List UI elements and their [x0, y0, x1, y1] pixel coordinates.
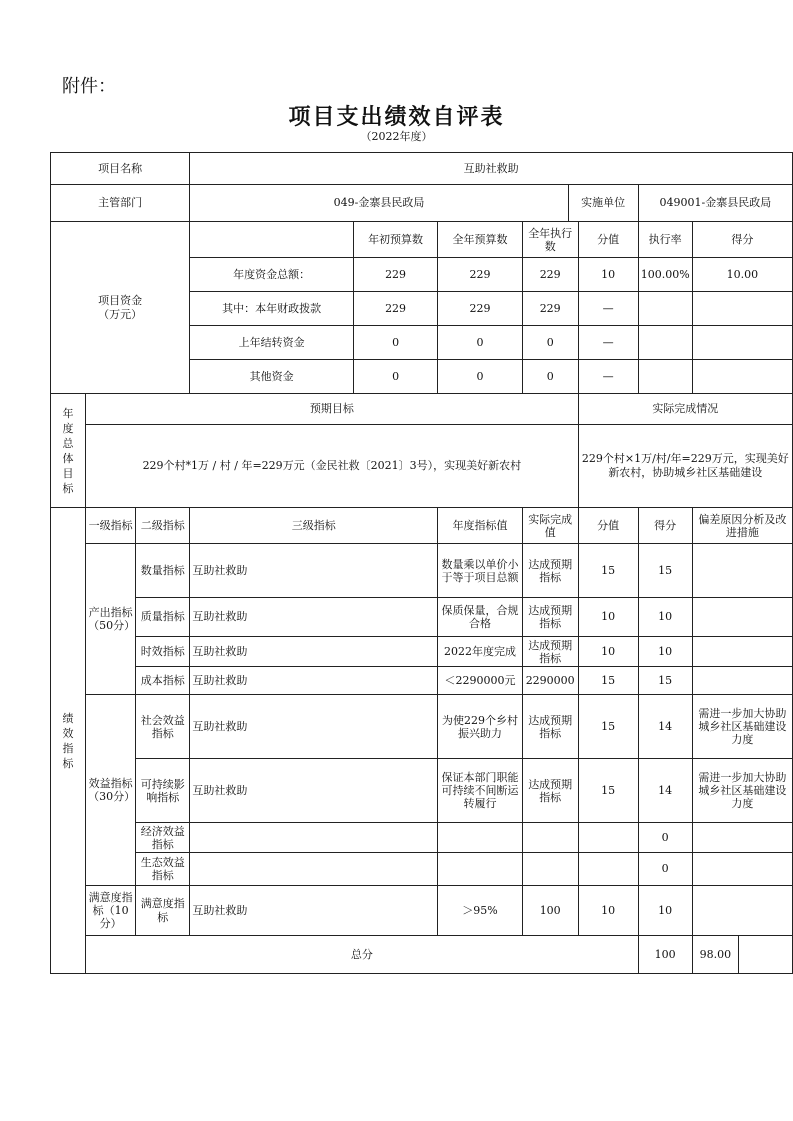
funds-full: 0 [438, 360, 523, 394]
funds-exec: 0 [522, 326, 578, 360]
perf-level3: 互助社救助 [190, 886, 438, 936]
perf-level3: 互助社救助 [190, 598, 438, 637]
perf-row [51, 667, 793, 695]
expected-goal-header: 预期目标 [86, 394, 579, 425]
perf-level2: 时效指标 [136, 637, 190, 667]
perf-level2: 可持续影响指标 [136, 759, 190, 823]
perf-got: 14 [638, 759, 692, 823]
funds-label-line1: 项目资金 [98, 293, 143, 307]
perf-actual: 达成预期指标 [522, 759, 578, 823]
col-got: 得分 [692, 222, 792, 258]
col-full-budget: 全年预算数 [438, 222, 523, 258]
perf-actual: 达成预期指标 [522, 637, 578, 667]
funds-row-label: 上年结转资金 [190, 326, 354, 360]
col-score: 分值 [578, 222, 638, 258]
perf-got: 14 [638, 695, 692, 759]
perf-level3: 互助社救助 [190, 667, 438, 695]
total-reason [739, 936, 793, 974]
perf-level3: 互助社救助 [190, 695, 438, 759]
perf-target: 2022年度完成 [438, 637, 523, 667]
funds-score: — [578, 326, 638, 360]
perf-reason [692, 823, 792, 853]
perf-row [51, 695, 793, 759]
perf-reason [692, 637, 792, 667]
funds-exec: 229 [522, 258, 578, 292]
funds-got: 10.00 [692, 258, 792, 292]
year-label: （2022年度） [360, 130, 433, 143]
perf-actual: 2290000 [522, 667, 578, 695]
annual-goal-label-text: 年 度 总 体 目 标 [62, 406, 74, 495]
perf-h-level2: 二级指标 [136, 508, 190, 544]
annual-goal-header-row [51, 394, 793, 425]
perf-label [51, 508, 86, 974]
perf-actual [522, 823, 578, 853]
perf-target: 数量乘以单价小于等于项目总额 [438, 544, 523, 598]
perf-target [438, 823, 523, 853]
perf-row [51, 886, 793, 936]
funds-rate [638, 360, 692, 394]
dept-label: 主管部门 [51, 185, 190, 222]
perf-row [51, 598, 793, 637]
department-row [51, 185, 793, 222]
perf-actual: 达成预期指标 [522, 544, 578, 598]
funds-exec: 229 [522, 292, 578, 326]
perf-h-reason: 偏差原因分析及改进措施 [692, 508, 792, 544]
funds-score: 10 [578, 258, 638, 292]
perf-level3: 互助社救助 [190, 759, 438, 823]
perf-actual: 100 [522, 886, 578, 936]
perf-h-got: 得分 [638, 508, 692, 544]
satisfaction-indicator-label: 满意度指标（10分） [86, 886, 136, 936]
perf-level2: 数量指标 [136, 544, 190, 598]
col-exec-rate: 执行率 [638, 222, 692, 258]
effect-indicator-label: 效益指标（30分） [86, 695, 136, 886]
funds-full: 0 [438, 326, 523, 360]
funds-label-line2: （万元） [98, 307, 143, 321]
perf-score [578, 823, 638, 853]
funds-got [692, 326, 792, 360]
attachment-label: 附件： [62, 76, 116, 97]
perf-target [438, 853, 523, 886]
annual-goal-label [51, 394, 86, 508]
total-label: 总分 [86, 936, 639, 974]
perf-target: ＞95% [438, 886, 523, 936]
self-evaluation-table [50, 152, 793, 974]
perf-score: 15 [578, 667, 638, 695]
perf-got: 0 [638, 853, 692, 886]
funds-initial: 0 [353, 326, 437, 360]
perf-reason [692, 667, 792, 695]
total-row [51, 936, 793, 974]
funds-initial: 229 [353, 258, 437, 292]
perf-level2: 社会效益指标 [136, 695, 190, 759]
perf-level2: 经济效益指标 [136, 823, 190, 853]
perf-got: 15 [638, 544, 692, 598]
perf-reason [692, 886, 792, 936]
funds-label [51, 222, 190, 394]
funds-score: — [578, 292, 638, 326]
perf-reason [692, 598, 792, 637]
funds-header-row [51, 222, 793, 258]
perf-score [578, 853, 638, 886]
funds-exec: 0 [522, 360, 578, 394]
perf-got: 10 [638, 637, 692, 667]
funds-row-label: 年度资金总额： [190, 258, 354, 292]
col-initial-budget: 年初预算数 [353, 222, 437, 258]
perf-score: 10 [578, 886, 638, 936]
perf-score: 15 [578, 695, 638, 759]
perf-target: 为使229个乡村振兴助力 [438, 695, 523, 759]
perf-h-level3: 三级指标 [190, 508, 438, 544]
funds-full: 229 [438, 292, 523, 326]
perf-h-score: 分值 [578, 508, 638, 544]
project-name-label: 项目名称 [51, 153, 190, 185]
perf-score: 15 [578, 759, 638, 823]
perf-level2: 生态效益指标 [136, 853, 190, 886]
funds-rate [638, 326, 692, 360]
project-name-row [51, 153, 793, 185]
perf-row [51, 544, 793, 598]
perf-level3: 互助社救助 [190, 544, 438, 598]
perf-got: 10 [638, 886, 692, 936]
perf-level2: 满意度指标 [136, 886, 190, 936]
unit-label: 实施单位 [568, 185, 638, 222]
perf-actual [522, 853, 578, 886]
perf-score: 10 [578, 598, 638, 637]
perf-row [51, 823, 793, 853]
perf-reason: 需进一步加大协助城乡社区基础建设力度 [692, 695, 792, 759]
perf-level2: 成本指标 [136, 667, 190, 695]
actual-result-text: 229个村×1万/村/年=229万元，实现美好新农村，协助城乡社区基础建设 [578, 425, 792, 508]
unit-value: 049001-金寨县民政局 [638, 185, 792, 222]
perf-level3 [190, 823, 438, 853]
perf-level3: 互助社救助 [190, 637, 438, 667]
perf-label-text: 绩 效 指 标 [62, 711, 74, 770]
actual-result-header: 实际完成情况 [578, 394, 792, 425]
funds-rate [638, 292, 692, 326]
perf-target: 保质保量，合规合格 [438, 598, 523, 637]
funds-row-label: 其他资金 [190, 360, 354, 394]
expected-goal-text: 229个村*1万 / 村 / 年=229万元（金民社救〔2021〕3号），实现美好新农村 [86, 425, 579, 508]
page-title: 项目支出绩效自评表 [288, 104, 505, 130]
funds-initial: 229 [353, 292, 437, 326]
funds-initial: 0 [353, 360, 437, 394]
perf-h-target: 年度指标值 [438, 508, 523, 544]
output-indicator-label: 产出指标（50分） [86, 544, 136, 695]
perf-level2: 质量指标 [136, 598, 190, 637]
perf-score: 15 [578, 544, 638, 598]
perf-reason [692, 853, 792, 886]
perf-actual: 达成预期指标 [522, 598, 578, 637]
perf-reason [692, 544, 792, 598]
perf-h-actual: 实际完成值 [522, 508, 578, 544]
funds-score: — [578, 360, 638, 394]
total-got: 98.00 [692, 936, 739, 974]
funds-full: 229 [438, 258, 523, 292]
perf-target: 保证本部门职能可持续不间断运转履行 [438, 759, 523, 823]
perf-reason: 需进一步加大协助城乡社区基础建设力度 [692, 759, 792, 823]
perf-level3 [190, 853, 438, 886]
funds-row-label: 其中：本年财政拨款 [190, 292, 354, 326]
funds-got [692, 292, 792, 326]
perf-header-row [51, 508, 793, 544]
total-score: 100 [638, 936, 692, 974]
perf-actual: 达成预期指标 [522, 695, 578, 759]
perf-got: 0 [638, 823, 692, 853]
annual-goal-row [51, 425, 793, 508]
funds-got [692, 360, 792, 394]
col-executed: 全年执行数 [522, 222, 578, 258]
perf-got: 15 [638, 667, 692, 695]
funds-rate: 100.00% [638, 258, 692, 292]
perf-got: 10 [638, 598, 692, 637]
perf-row [51, 637, 793, 667]
dept-value: 049-金寨县民政局 [190, 185, 568, 222]
perf-row [51, 853, 793, 886]
perf-target: ＜2290000元 [438, 667, 523, 695]
project-name-value: 互助社救助 [190, 153, 793, 185]
perf-score: 10 [578, 637, 638, 667]
perf-h-level1: 一级指标 [86, 508, 136, 544]
perf-row [51, 759, 793, 823]
